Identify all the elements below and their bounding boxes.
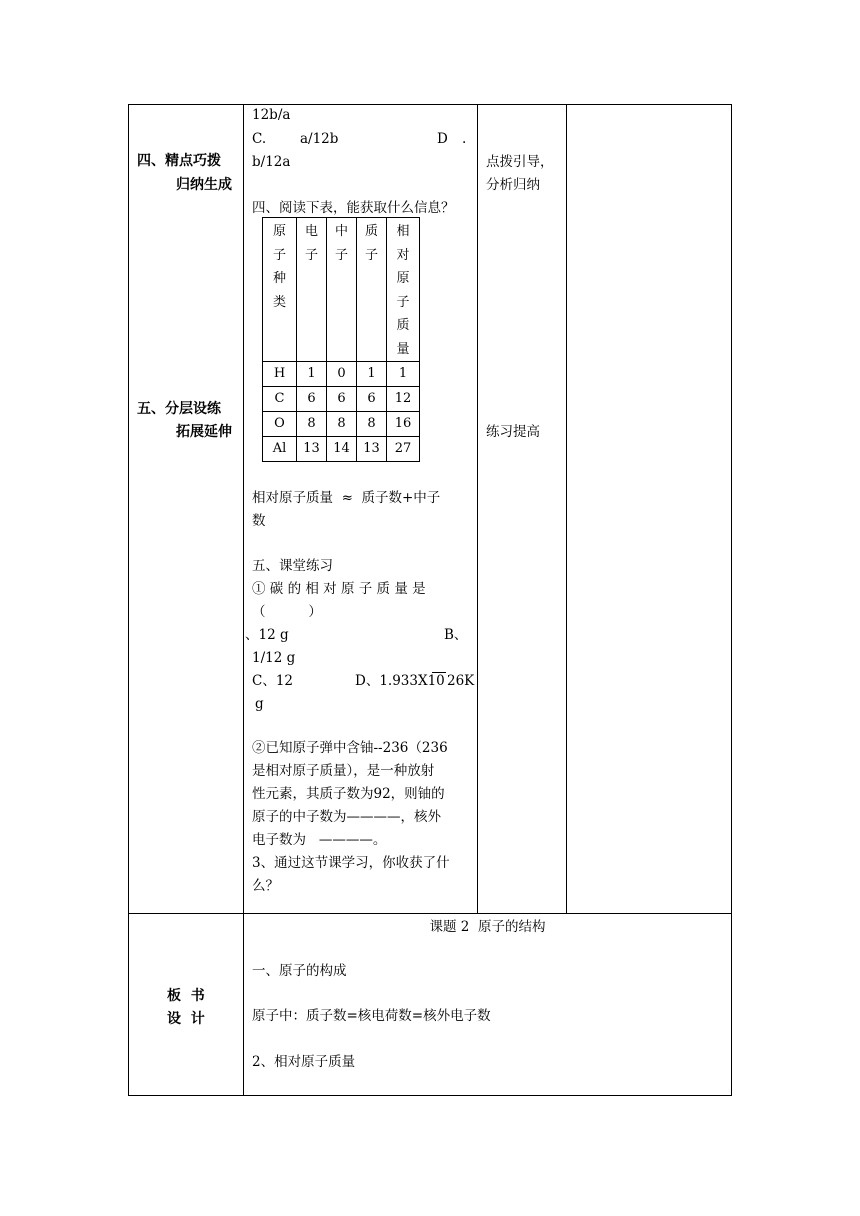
table-row [263, 362, 420, 387]
question-2-line-1: ②已知原子弹中含铀--236（236 [252, 740, 448, 756]
table-right-border [731, 104, 732, 1096]
table-row [263, 437, 420, 462]
option-c-label: C. [252, 131, 267, 147]
option-c-value: a/12b [300, 131, 339, 147]
table-top-border [128, 104, 732, 105]
column-divider-3 [566, 104, 567, 914]
row-divider [128, 913, 732, 914]
table-cell: H [263, 362, 297, 387]
table-cell: 13 [357, 437, 387, 462]
board-design-label-1: 板 书 [167, 988, 205, 1004]
board-title: 课题 2 原子的结构 [429, 919, 546, 935]
header-atom-type: 原子种类 [263, 218, 297, 362]
header-electron: 电子 [297, 218, 327, 362]
section-five-subtitle: 拓展延伸 [176, 424, 232, 440]
table-intro: 四、阅读下表，能获取什么信息？ [252, 200, 455, 216]
atom-data-table [262, 217, 420, 462]
question-1-option-d-exp: 26K [447, 673, 475, 689]
table-cell: 6 [297, 387, 327, 412]
question-3-line-2: 么？ [252, 878, 279, 894]
table-cell: O [263, 412, 297, 437]
table-cell: 12 [387, 387, 420, 412]
question-1-option-c: C、12 [252, 673, 294, 689]
table-cell: 1 [357, 362, 387, 387]
column-divider-1 [243, 104, 244, 1096]
table-cell: 0 [327, 362, 357, 387]
table-cell: 1 [297, 362, 327, 387]
question-1-option-d-unit: g [255, 696, 264, 712]
board-line-3: 2、相对原子质量 [252, 1054, 356, 1070]
question-1-option-b-label: B、 [444, 627, 468, 643]
teacher-note-2: 练习提高 [486, 424, 540, 440]
question-1-blank: （ ） [252, 604, 322, 620]
table-cell: 13 [297, 437, 327, 462]
board-design-label-2: 设 计 [167, 1011, 205, 1027]
table-cell: 8 [357, 412, 387, 437]
column-divider-2 [477, 104, 478, 914]
table-cell: 6 [357, 387, 387, 412]
question-2-line-3: 性元素，其质子数为92，则铀的 [252, 786, 445, 802]
table-header-row [263, 218, 420, 362]
option-d-dot: . [462, 131, 467, 147]
section-five-title: 五、分层设练 [137, 401, 221, 417]
header-neutron: 中子 [327, 218, 357, 362]
section-four-title: 四、精点巧拨 [137, 153, 221, 169]
exercise-title: 五、课堂练习 [252, 558, 333, 574]
table-cell: 14 [327, 437, 357, 462]
option-d-value: b/12a [252, 154, 291, 170]
table-cell: 27 [387, 437, 420, 462]
board-line-2: 原子中：质子数=核电荷数=核外电子数 [252, 1008, 491, 1024]
table-cell: C [263, 387, 297, 412]
answer-line-1: 12b/a [252, 107, 291, 123]
question-2-line-2: 是相对原子质量），是一种放射 [252, 763, 435, 779]
table-row [263, 412, 420, 437]
table-cell: 16 [387, 412, 420, 437]
table-cell: 6 [327, 387, 357, 412]
question-2-line-4: 原子的中子数为————，核外 [252, 809, 441, 825]
formula-line-1: 相对原子质量 ≈ 质子数+中子 [252, 490, 441, 506]
option-d-label: D [437, 131, 448, 147]
table-cell: 8 [297, 412, 327, 437]
header-proton: 质子 [357, 218, 387, 362]
question-1-option-b-value: 1/12 g [252, 650, 296, 666]
formula-line-2: 数 [252, 513, 266, 529]
table-left-border [128, 104, 129, 1096]
question-3-line-1: 3、通过这节课学习，你收获了什 [252, 855, 450, 871]
table-row [263, 387, 420, 412]
table-bottom-border [128, 1095, 732, 1096]
question-1-line-1: ① 碳 的 相 对 原 子 质 量 是 [252, 581, 426, 597]
question-1-option-a: 、12 g [245, 627, 289, 643]
section-four-subtitle: 归纳生成 [176, 177, 232, 193]
teacher-note-1-line-2: 分析归纳 [486, 177, 540, 193]
exponent-bar [432, 672, 446, 673]
question-2-line-5: 电子数为 ————。 [252, 832, 387, 848]
header-relative-mass: 相对原子质量 [387, 218, 420, 362]
question-1-option-d: D、1.933X10 [355, 673, 445, 689]
table-cell: 8 [327, 412, 357, 437]
board-line-1: 一、原子的构成 [252, 963, 347, 979]
table-cell: Al [263, 437, 297, 462]
teacher-note-1-line-1: 点拨引导， [486, 154, 554, 170]
table-cell: 1 [387, 362, 420, 387]
